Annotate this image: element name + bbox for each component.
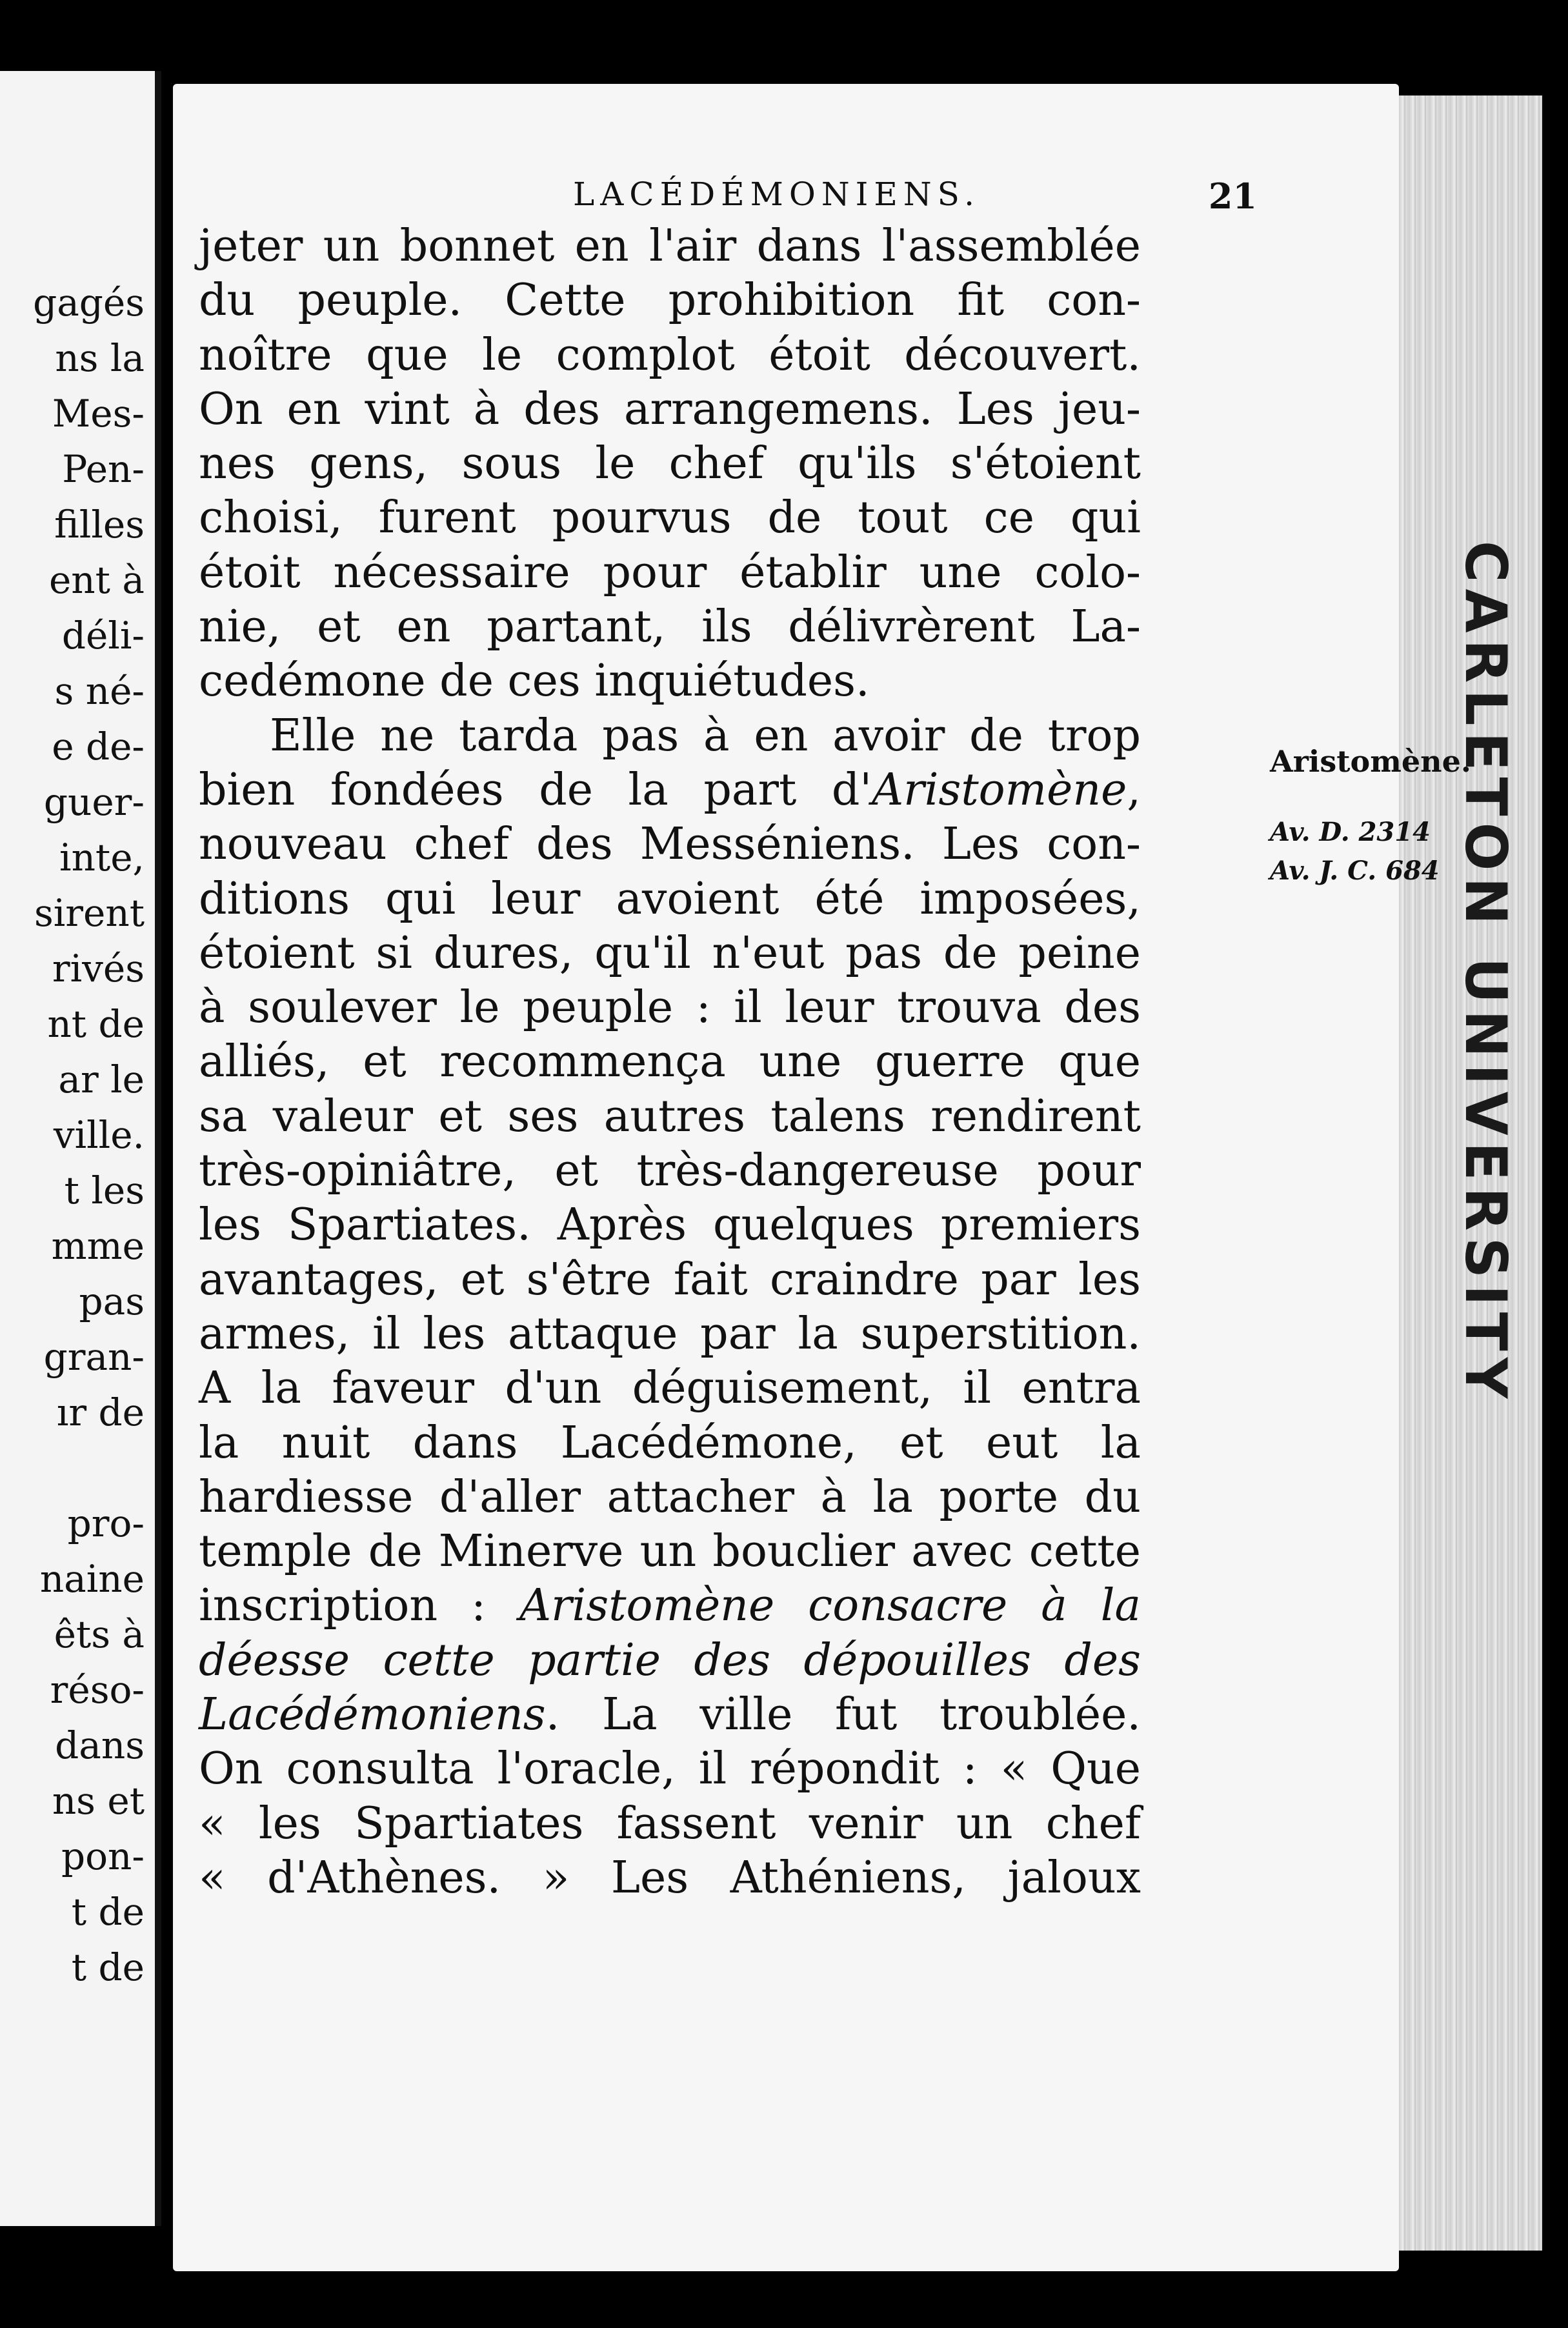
text-line: du peuple. Cette prohibition fit con- bbox=[199, 275, 1141, 326]
left-page-fragment: ville. bbox=[53, 1113, 145, 1157]
left-page-fragment: e de- bbox=[52, 725, 145, 768]
page-number: 21 bbox=[1208, 176, 1257, 217]
left-page-fragment: nt de bbox=[47, 1002, 145, 1046]
text-line: jeter un bonnet en l'air dans l'assemblée bbox=[199, 221, 1141, 272]
left-page-fragment: ns la bbox=[55, 336, 145, 380]
book-page-edges bbox=[1381, 95, 1542, 2251]
text-line: ditions qui leur avoient été imposées, bbox=[199, 873, 1141, 925]
library-stamp: CARLETON UNIVERSITY bbox=[1452, 541, 1519, 1405]
left-page-fragment: t de bbox=[71, 1945, 145, 1989]
left-page-fragment: gagés bbox=[33, 281, 145, 325]
book-page bbox=[173, 84, 1471, 2271]
left-page-fragment: ns et bbox=[52, 1779, 145, 1823]
text-run: bien fondées de la part d' bbox=[199, 764, 872, 816]
left-page-fragment: mme bbox=[51, 1224, 145, 1268]
text-run: . La ville fut troublée. bbox=[545, 1689, 1141, 1741]
left-page-fragment: rivés bbox=[52, 947, 145, 990]
left-page-fragment: s né- bbox=[54, 669, 145, 713]
text-line: sa valeur et ses autres talens rendirent bbox=[199, 1090, 1141, 1142]
paragraph-start-line: Elle ne tarda pas à en avoir de trop bbox=[270, 710, 1141, 761]
margin-note-date: Av. D. 2314 bbox=[1270, 817, 1431, 847]
left-page-fragment: pon- bbox=[61, 1834, 145, 1878]
left-page-fragment: pas bbox=[79, 1279, 145, 1323]
left-page-fragment: t les bbox=[64, 1169, 145, 1212]
left-page-fragment: Mes- bbox=[52, 392, 145, 436]
text-line: cedémone de ces inquiétudes. bbox=[199, 656, 870, 707]
left-page-fragment: réso- bbox=[50, 1668, 145, 1712]
text-line: étoient si dures, qu'il n'eut pas de peine bbox=[199, 927, 1141, 979]
italic-inscription: déesse cette partie des dépouilles des bbox=[199, 1634, 1141, 1686]
text-line bbox=[199, 1634, 1141, 1688]
left-page-fragment: dans bbox=[55, 1723, 145, 1767]
text-line: choisi, furent pourvus de tout ce qui bbox=[199, 492, 1141, 544]
text-line: avantages, et s'être fait craindre par les bbox=[199, 1254, 1141, 1305]
body-text bbox=[199, 219, 1141, 1905]
text-line: à soulever le peuple : il leur trouva des bbox=[199, 982, 1141, 1034]
text-line: la nuit dans Lacédémone, et eut la bbox=[199, 1417, 1141, 1469]
text-line: « d'Athènes. » Les Athéniens, jaloux bbox=[199, 1852, 1141, 1903]
text-line bbox=[199, 1688, 1141, 1742]
margin-note bbox=[1270, 742, 1471, 890]
running-title: LACÉDÉMONIENS. bbox=[573, 176, 980, 213]
text-line: A la faveur d'un déguisement, il entra bbox=[199, 1363, 1141, 1414]
left-page-fragment: ır de bbox=[56, 1390, 145, 1434]
text-run: inscription : bbox=[199, 1580, 519, 1632]
text-line: hardiesse d'aller attacher à la porte du bbox=[199, 1471, 1141, 1523]
left-page-fragment: ent à bbox=[48, 558, 145, 602]
text-line: noître que le complot étoit découvert. bbox=[199, 329, 1141, 381]
left-page-fragment: Pen- bbox=[62, 447, 145, 491]
left-page-fragment: sirent bbox=[34, 891, 145, 935]
text-line: nes gens, sous le chef qu'ils s'étoient bbox=[199, 438, 1141, 490]
text-line: les Spartiates. Après quelques premiers bbox=[199, 1199, 1141, 1251]
italic-name-aristomene: Aristomène bbox=[872, 764, 1127, 816]
text-line: nie, et en partant, ils délivrèrent La- bbox=[199, 601, 1141, 653]
text-line: « les Spartiates fassent venir un chef bbox=[199, 1798, 1141, 1849]
italic-inscription: Aristomène consacre à la bbox=[519, 1580, 1141, 1632]
left-page-fragment: inte, bbox=[59, 836, 145, 879]
left-page-fragment: naine bbox=[39, 1557, 145, 1601]
left-page-fragment: filles bbox=[54, 503, 145, 547]
text-line: étoit nécessaire pour établir une colo- bbox=[199, 547, 1141, 598]
text-line: armes, il les attaque par la superstition. bbox=[199, 1308, 1141, 1360]
text-line: alliés, et recommença une guerre que bbox=[199, 1036, 1141, 1088]
text-line: On consulta l'oracle, il répondit : « Que bbox=[199, 1743, 1141, 1795]
italic-inscription: Lacédémoniens bbox=[199, 1689, 546, 1741]
text-line: temple de Minerve un bouclier avec cette bbox=[199, 1526, 1141, 1578]
left-page-fragment: pro- bbox=[67, 1501, 145, 1545]
text-run: , bbox=[1127, 764, 1141, 816]
running-head bbox=[399, 176, 1257, 221]
left-facing-page bbox=[0, 71, 161, 2226]
text-line bbox=[199, 1579, 1141, 1633]
left-page-fragment: ar le bbox=[58, 1058, 145, 1101]
left-page-fragment: êts à bbox=[54, 1612, 145, 1656]
left-page-fragment: guer- bbox=[43, 780, 145, 824]
left-page-fragment: t de bbox=[71, 1890, 145, 1934]
margin-note-date: Av. J. C. 684 bbox=[1270, 856, 1440, 886]
left-page-fragment: déli- bbox=[61, 614, 145, 657]
margin-note-title: Aristomène. bbox=[1270, 744, 1471, 779]
text-line: très-opiniâtre, et très-dangereuse pour bbox=[199, 1145, 1141, 1197]
text-line: nouveau chef des Messéniens. Les con- bbox=[199, 819, 1141, 870]
left-page-fragment: gran- bbox=[43, 1335, 145, 1379]
text-line: On en vint à des arrangemens. Les jeu- bbox=[199, 383, 1141, 435]
text-line bbox=[199, 763, 1141, 818]
